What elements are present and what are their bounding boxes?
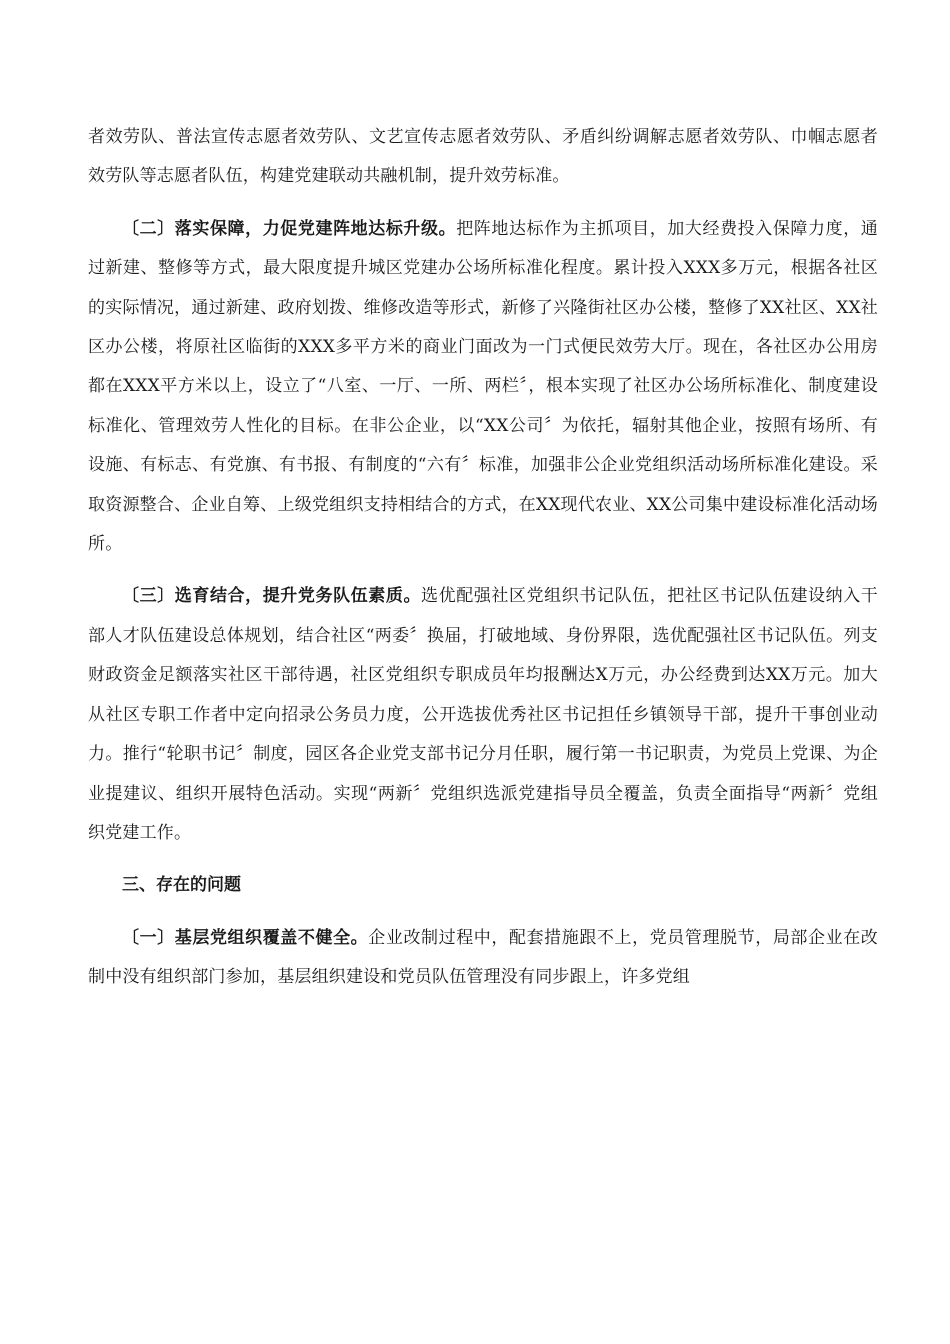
document-page — [88, 118, 878, 998]
paragraph-section-3 — [88, 577, 878, 853]
section-2-lead: 〔二〕落实保障，力促党建阵地达标升级。 — [122, 218, 457, 239]
paragraph-gap — [88, 197, 878, 210]
problem-1-body: 企业改制过程中，配套措施跟不上，党员管理脱节，局部企业在改制中没有组织部门参加，基层组织建设和党员队伍管理没有同步跟上，许多党组 — [88, 927, 878, 988]
problem-1-lead: 〔一〕基层党组织覆盖不健全。 — [122, 927, 369, 948]
paragraph-section-2 — [88, 210, 878, 565]
paragraph-problem-1 — [88, 919, 878, 998]
section-3-lead: 〔三〕选育结合，提升党务队伍素质。 — [122, 586, 422, 607]
paragraph-gap — [88, 906, 878, 919]
paragraph-gap — [88, 564, 878, 577]
heading-existing-problems: 三、存在的问题 — [122, 875, 241, 896]
paragraph-volunteer-teams: 者效劳队、普法宣传志愿者效劳队、文艺宣传志愿者效劳队、矛盾纠纷调解志愿者效劳队、巾帼志愿者效劳队等志愿者队伍，构建党建联动共融机制，提升效劳标准。 — [88, 127, 878, 187]
section-2-body: 把阵地达标作为主抓项目，加大经费投入保障力度，通过新建、整修等方式，最大限度提升城区党建办公场所标准化程度。累计投入XXX多万元，根据各社区的实际情况，通过新建、政府划拨、维修改造等形式，新修了兴隆街社区办公楼，整修了XX社区、XX社区办公楼，将原社区临街的XXX多平方米的商业门面改为一门式便民效劳大厅。现在，各社区办公用房都在XXX平方米以上，设立了“八室、一厅、一所、两栏〞，根本实现了社区办公场所标准化、制度建设标准化、管理效劳人性化的目标。在非公企业，以“XX公司〞为依托，辐射其他企业，按照有场所、有设施、有标志、有党旗、有书报、有制度的“六有〞标准，加强非公企业党组织活动场所标准化建设。采取资源整合、企业自筹、上级党组织支持相结合的方式，在XX现代农业、XX公司集中建设标准化活动场所。 — [88, 218, 878, 555]
paragraph-gap — [88, 853, 878, 866]
section-3-body: 选优配强社区党组织书记队伍，把社区书记队伍建设纳入干部人才队伍建设总体规划，结合社区“两委〞换届，打破地域、身份界限，选优配强社区书记队伍。列支财政资金足额落实社区干部待遇，社区党组织专职成员年均报酬达X万元，办公经费到达XX万元。加大从社区专职工作者中定向招录公务员力度，公开选拔优秀社区书记担任乡镇领导干部，提升干事创业动力。推行“轮职书记〞制度，园区各企业党支部书记分月任职，履行第一书记职责，为党员上党课、为企业提建议、组织开展特色活动。实现“两新〞党组织选派党建指导员全覆盖，负责全面指导“两新〞党组织党建工作。 — [88, 586, 879, 843]
